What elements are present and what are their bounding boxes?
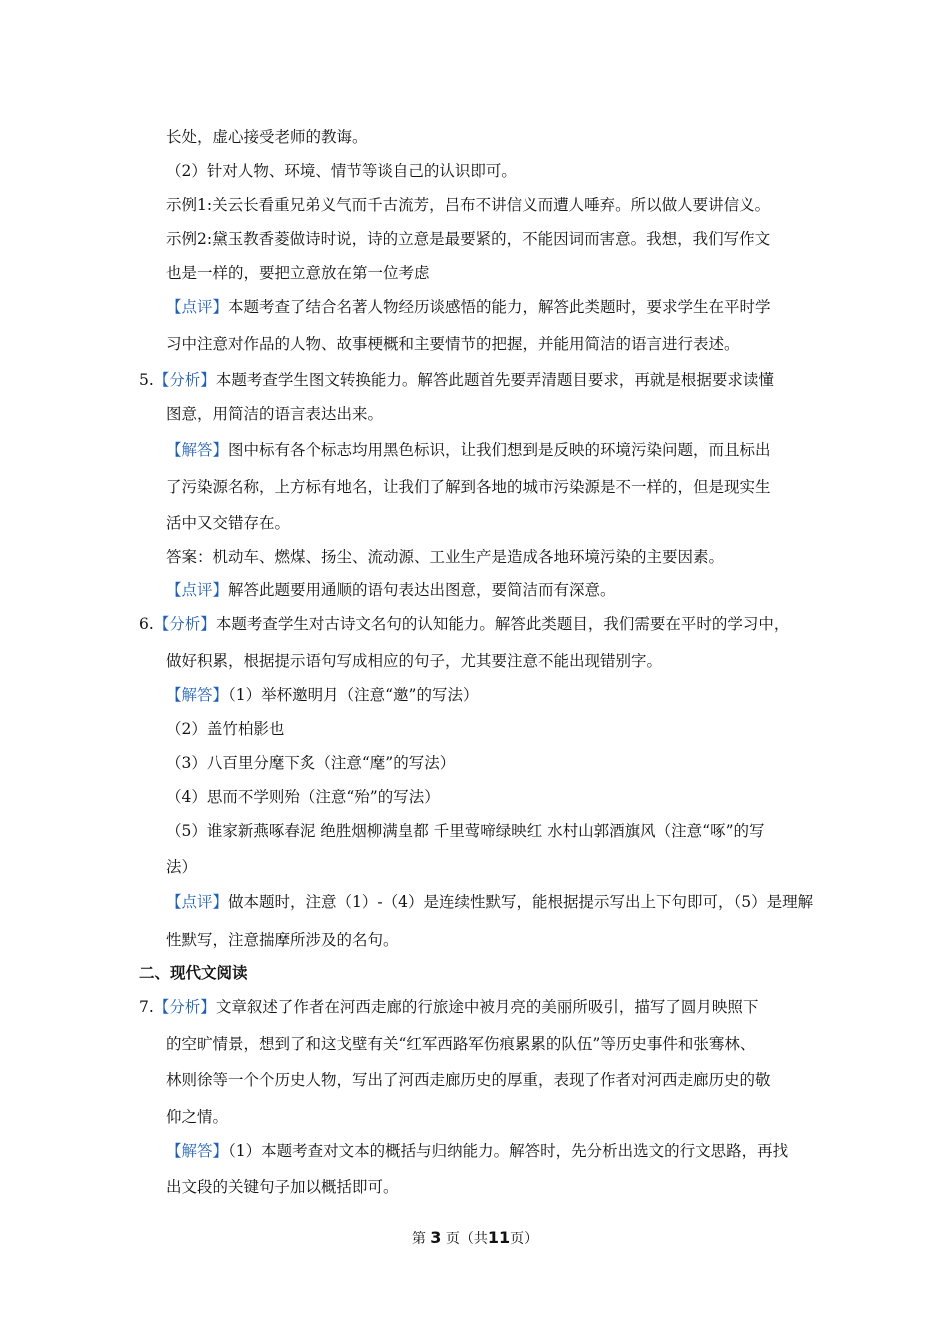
answer-paragraph xyxy=(166,685,478,705)
review-text: 做本题时，注意（1）-（4）是连续性默写，能根据提示写出上下句即可，（5）是理解 xyxy=(228,893,814,911)
text-line: 长处，虚心接受老师的教诲。 xyxy=(166,128,368,146)
question-7-analysis xyxy=(139,997,758,1017)
text-line: 答案：机动车、燃煤、扬尘、流动源、工业生产是造成各地环境污染的主要因素。 xyxy=(166,548,725,566)
review-tag: 【点评】 xyxy=(166,581,229,599)
answer-tag: 【解答】 xyxy=(166,441,229,459)
answer-paragraph xyxy=(166,1141,788,1161)
text-line: 法） xyxy=(166,858,198,876)
text-line: 活中又交错存在。 xyxy=(166,514,291,532)
analysis-tag: 【分析】 xyxy=(153,998,216,1016)
review-text: 解答此题要用通顺的语句表达出图意，要简洁而有深意。 xyxy=(228,581,616,599)
footer-suffix: 页） xyxy=(510,1231,539,1247)
review-paragraph xyxy=(166,297,771,317)
analysis-tag: 【分析】 xyxy=(153,615,216,633)
answer-text: （1）本题考查对文本的概括与归纳能力。解答时，先分析出选文的行文思路，再找 xyxy=(228,1142,789,1160)
text-line: 示例1:关云长看重兄弟义气而千古流芳，吕布不讲信义而遭人唾弃。所以做人要讲信义。 xyxy=(166,196,771,214)
analysis-text: 本题考查学生图文转换能力。解答此题首先要弄清题目要求，再就是根据要求读懂 xyxy=(215,371,774,389)
analysis-text: 文章叙述了作者在河西走廊的行旅途中被月亮的美丽所吸引，描写了圆月映照下 xyxy=(215,998,759,1016)
page-footer xyxy=(0,1228,950,1249)
text-line: （4）思而不学则殆（注意“殆”的写法） xyxy=(166,788,440,806)
text-line: 图意，用简洁的语言表达出来。 xyxy=(166,405,384,423)
question-number: 6. xyxy=(139,615,154,633)
current-page-number: 3 xyxy=(430,1228,442,1247)
answer-tag: 【解答】 xyxy=(166,686,229,704)
text-line: （5）谁家新燕啄春泥 绝胜烟柳满皇都 千里莺啼绿映红 水村山郭酒旗风（注意“啄”的写 xyxy=(166,822,765,840)
analysis-tag: 【分析】 xyxy=(153,371,216,389)
answer-text: 图中标有各个标志均用黑色标识，让我们想到是反映的环境污染问题，而且标出 xyxy=(228,441,771,459)
text-line: 了污染源名称，上方标有地名，让我们了解到各地的城市污染源是不一样的，但是现实生 xyxy=(166,478,771,496)
answer-tag: 【解答】 xyxy=(166,1142,229,1160)
total-pages-number: 11 xyxy=(487,1228,511,1247)
text-line: 仰之情。 xyxy=(166,1108,229,1126)
text-line: （2）盖竹柏影也 xyxy=(166,720,285,738)
review-tag: 【点评】 xyxy=(166,298,229,316)
text-line: 做好积累，根据提示语句写成相应的句子，尤其要注意不能出现错别字。 xyxy=(166,652,663,670)
answer-paragraph xyxy=(166,440,771,460)
question-5-analysis xyxy=(139,370,774,390)
question-number: 5. xyxy=(139,371,154,389)
footer-mid: 页（共 xyxy=(445,1231,488,1247)
text-line: 示例2:黛玉教香菱做诗时说，诗的立意是最要紧的，不能因词而害意。我想，我们写作文 xyxy=(166,230,771,248)
analysis-text: 本题考查学生对古诗文名句的认知能力。解答此类题目，我们需要在平时的学习中， xyxy=(215,615,790,633)
footer-prefix: 第 xyxy=(411,1231,426,1247)
section-heading: 二、现代文阅读 xyxy=(139,964,248,982)
text-line: 性默写，注意揣摩所涉及的名句。 xyxy=(166,931,399,949)
text-line: 林则徐等一个个历史人物，写出了河西走廊历史的厚重，表现了作者对河西走廊历史的敬 xyxy=(166,1071,771,1089)
text-line: 出文段的关键句子加以概括即可。 xyxy=(166,1178,399,1196)
text-line: （2）针对人物、环境、情节等谈自己的认识即可。 xyxy=(166,162,517,180)
review-paragraph xyxy=(166,892,813,912)
question-number: 7. xyxy=(139,998,154,1016)
review-text: 本题考查了结合名著人物经历谈感悟的能力，解答此类题时，要求学生在平时学 xyxy=(228,298,771,316)
text-line: 习中注意对作品的人物、故事梗概和主要情节的把握，并能用简洁的语言进行表述。 xyxy=(166,335,740,353)
answer-text: （1）举杯邀明月（注意“邀”的写法） xyxy=(228,686,479,704)
text-line: 也是一样的，要把立意放在第一位考虑 xyxy=(166,264,430,282)
text-line: 的空旷情景，想到了和这戈壁有关“红军西路军伤痕累累的队伍”等历史事件和张骞林、 xyxy=(166,1035,756,1053)
review-paragraph xyxy=(166,580,616,600)
review-tag: 【点评】 xyxy=(166,893,229,911)
question-6-analysis xyxy=(139,614,789,634)
text-line: （3）八百里分麾下炙（注意“麾”的写法） xyxy=(166,754,456,772)
